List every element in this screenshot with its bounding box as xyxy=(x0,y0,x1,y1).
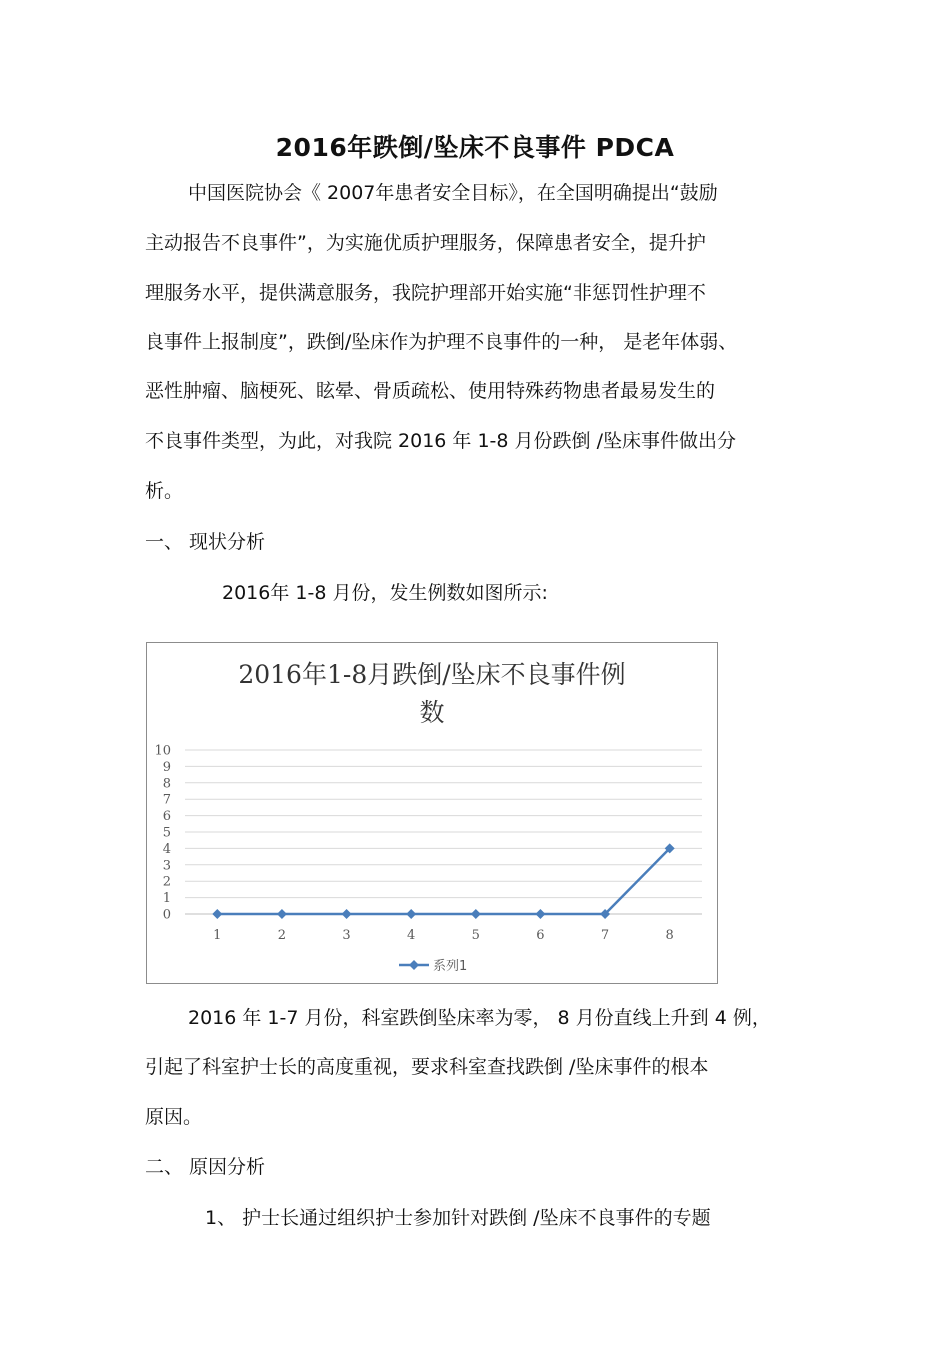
y-tick-label: 9 xyxy=(162,759,171,775)
paragraph-line: 析。 xyxy=(145,480,184,502)
paragraph-line: 良事件上报制度”，跌倒/坠床作为护理不良事件的一种， 是老年体弱、 xyxy=(145,331,738,353)
chart-title-line2: 数 xyxy=(419,698,445,727)
line-chart xyxy=(147,643,717,983)
x-tick-label: 3 xyxy=(342,928,351,943)
y-tick-label: 8 xyxy=(162,776,171,792)
y-tick-label: 6 xyxy=(162,809,171,825)
x-tick-label: 4 xyxy=(407,928,416,943)
y-tick-label: 7 xyxy=(162,792,171,808)
paragraph-line: 引起了科室护士长的高度重视，要求科室查找跌倒 /坠床事件的根本 xyxy=(145,1056,709,1078)
paragraph-line: 恶性肿瘤、脑梗死、眩晕、骨质疏松、使用特殊药物患者最易发生的 xyxy=(145,380,716,402)
section-heading: 二、 原因分析 xyxy=(145,1156,266,1178)
paragraph-line: 不良事件类型，为此，对我院 2016 年 1-8 月份跌倒 /坠床事件做出分 xyxy=(145,430,736,452)
data-point xyxy=(342,909,352,919)
x-tick-label: 5 xyxy=(471,928,480,943)
document-title: 2016年跌倒/坠床不良事件 PDCA xyxy=(275,133,675,162)
chart-container xyxy=(146,642,718,984)
data-point xyxy=(212,909,222,919)
legend-label: 系列1 xyxy=(433,959,468,974)
paragraph-line: 理服务水平，提供满意服务，我院护理部开始实施“非惩罚性护理不 xyxy=(145,282,706,304)
legend-marker xyxy=(409,960,419,970)
paragraph-line: 主动报告不良事件”，为实施优质护理服务，保障患者安全，提升护 xyxy=(145,232,706,254)
data-point xyxy=(471,909,481,919)
chart-title-line1: 2016年1-8月跌倒/坠床不良事件例 xyxy=(238,660,626,689)
x-tick-label: 2 xyxy=(277,928,287,943)
paragraph-line: 中国医院协会《 2007年患者安全目标》，在全国明确提出“鼓励 xyxy=(188,182,718,204)
data-point xyxy=(277,909,287,919)
y-tick-label: 0 xyxy=(162,907,171,923)
y-tick-label: 5 xyxy=(162,825,171,841)
y-tick-label: 4 xyxy=(162,841,171,857)
y-tick-label: 3 xyxy=(162,858,171,874)
x-tick-label: 7 xyxy=(600,928,610,943)
data-point xyxy=(406,909,416,919)
paragraph-line: 2016 年 1-7 月份，科室跌倒坠床率为零， 8 月份直线上升到 4 例， xyxy=(188,1007,771,1029)
y-tick-label: 10 xyxy=(154,743,171,759)
x-tick-label: 6 xyxy=(536,928,545,943)
paragraph-line: 原因。 xyxy=(145,1106,203,1128)
y-tick-label: 2 xyxy=(162,874,171,890)
y-tick-label: 1 xyxy=(162,891,171,907)
section-heading: 一、 现状分析 xyxy=(145,531,266,553)
chart-intro: 2016年 1-8 月份，发生例数如图所示: xyxy=(222,582,548,604)
x-tick-label: 8 xyxy=(665,928,674,943)
x-tick-label: 1 xyxy=(213,928,222,943)
list-item: 1、 护士长通过组织护士参加针对跌倒 /坠床不良事件的专题 xyxy=(205,1207,711,1229)
data-point xyxy=(535,909,545,919)
